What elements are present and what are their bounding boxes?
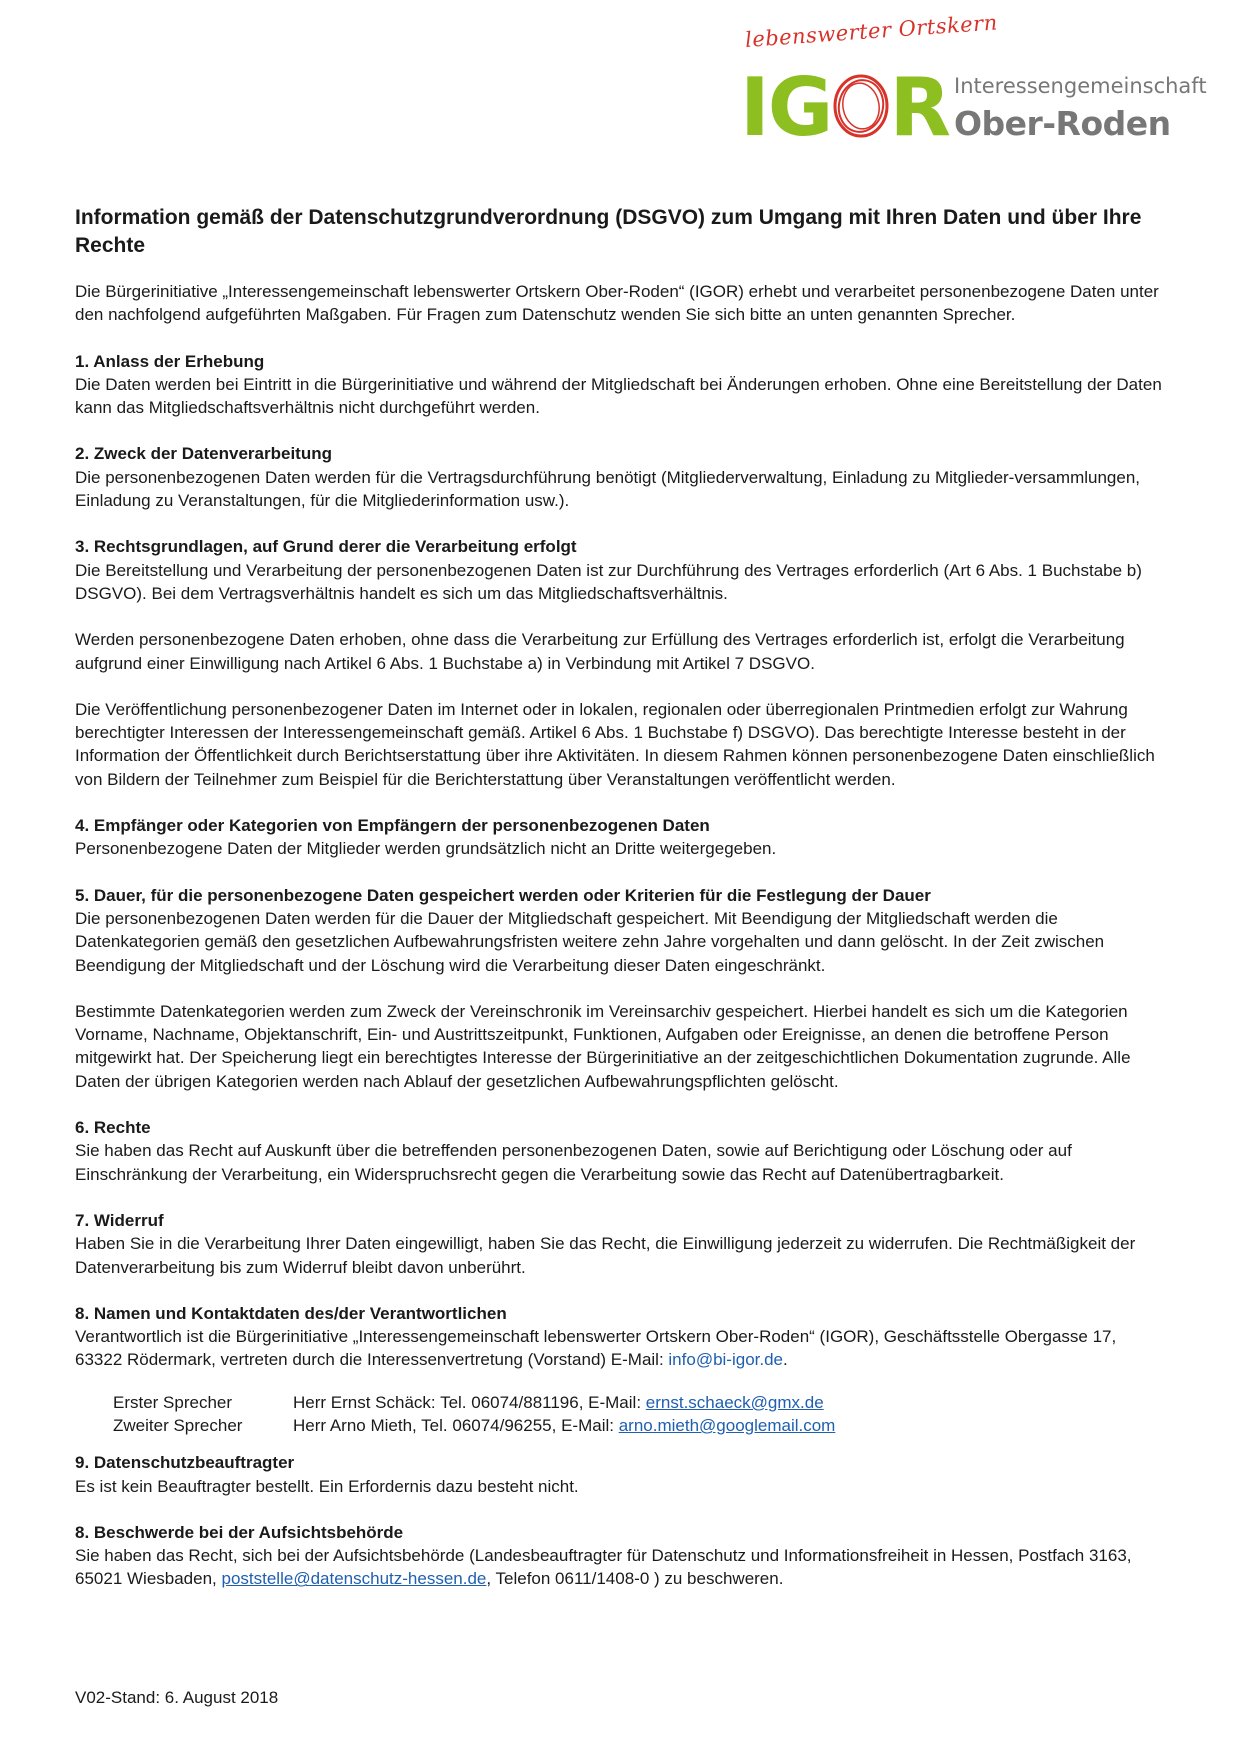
logo-wordmark: IG R <box>740 61 950 154</box>
section-1 <box>75 350 1165 420</box>
section-7-text: Haben Sie in die Verarbeitung Ihrer Daten eingewilligt, haben Sie das Recht, die Einwilligung jederzeit zu widerrufen. Die Rechtmäßigkeit der Datenverarbeitung bis zum Widerruf bleibt davon unberührt. <box>75 1234 1136 1277</box>
section-3-paragraph-3: Die Veröffentlichung personenbezogener Daten im Internet oder in lokalen, regionalen oder überregionalen Printmedien erfolgt zur Wahrung berechtigter Interessen der Interessengemeinschaft gemäß. Artikel 6 Abs. 1 Buchstabe f) DSGVO). Das berechtigte Interesse besteht in der Information der Öffentlichkeit durch Berichtserstattung über ihre Aktivitäten. In diesem Rahmen können personenbezogene Daten einschließlich von Bildern der Teilnehmer zum Beispiel für die Berichterstattung über Veranstaltungen veröffentlicht werden. <box>75 699 1155 789</box>
logo-o-swirl-icon <box>831 68 889 138</box>
document-title: Information gemäß der Datenschutzgrundverordnung (DSGVO) zum Umgang mit Ihren Daten und über Ihre Rechte <box>75 206 1142 257</box>
section-complaint-after: , Telefon 0611/1408-0 ) zu beschweren. <box>486 1569 784 1589</box>
section-complaint-text: Sie haben das Recht, sich bei der Aufsichtsbehörde (Landesbeauftragter für Datenschutz und Informationsfreiheit in Hessen, Postfach 3163, 65021 Wiesbaden, <box>75 1546 1132 1589</box>
logo-subtitle-2: Ober-Roden <box>954 104 1171 143</box>
section-7-heading: 7. Widerruf <box>75 1210 164 1230</box>
section-5 <box>75 884 1165 977</box>
contacts-list <box>113 1391 1165 1438</box>
section-complaint-heading: 8. Beschwerde bei der Aufsichtsbehörde <box>75 1522 404 1542</box>
section-3-paragraph-2: Werden personenbezogene Daten erhoben, ohne dass die Verarbeitung zur Erfüllung des Vertrages erforderlich ist, erfolgt die Verarbeitung aufgrund einer Einwilligung nach Artikel 6 Abs. 1 Buchstabe a) in Verbindung mit Artikel 7 DSGVO. <box>75 630 1125 673</box>
contact-role: Zweiter Sprecher <box>113 1415 243 1435</box>
igor-email-link[interactable]: info@bi-igor.de <box>668 1350 784 1370</box>
section-6-text: Sie haben das Recht auf Auskunft über die betreffenden personenbezogenen Daten, sowie auf Berichtigung oder Löschung oder auf Einschränkung der Verarbeitung, ein Widerspruchsrecht gegen die Verarbeitung sowie das Recht auf Datenübertragbarkeit. <box>75 1141 1072 1184</box>
section-5-text: Die personenbezogenen Daten werden für die Dauer der Mitgliedschaft gespeichert. Mit Beendigung der Mitgliedschaft werden die Datenkategorien gemäß den gesetzlichen Aufbewahrungsfristen weitere zehn Jahre vorgehalten und dann gelöscht. In der Zeit zwischen Beendigung der Mitgliedschaft und der Löschung wird die Verarbeitung dieser Daten eingeschränkt. <box>75 908 1105 975</box>
section-3 <box>75 535 1165 605</box>
section-8-after: . <box>783 1350 788 1370</box>
section-8-heading: 8. Namen und Kontaktdaten des/der Verantwortlichen <box>75 1303 507 1323</box>
logo-subtitle-1: Interessengemeinschaft <box>954 74 1207 98</box>
section-3-heading: 3. Rechtsgrundlagen, auf Grund derer die Verarbeitung erfolgt <box>75 537 577 557</box>
document-body <box>75 204 1165 1614</box>
section-6 <box>75 1116 1165 1186</box>
section-6-heading: 6. Rechte <box>75 1118 151 1138</box>
version-stamp: V02-Stand: 6. August 2018 <box>75 1688 279 1707</box>
section-2-heading: 2. Zweck der Datenverarbeitung <box>75 444 332 464</box>
section-4-text: Personenbezogene Daten der Mitglieder werden grundsätzlich nicht an Dritte weitergegeben. <box>75 839 777 859</box>
section-5-paragraph-2: Bestimmte Datenkategorien werden zum Zweck der Vereinschronik im Vereinsarchiv gespeichert. Hierbei handelt es sich um die Kategorien Vorname, Nachname, Objektanschrift, Ein- und Austrittszeitpunkt, Funktionen, Aufgaben oder Ereignisse, an denen die betroffene Person mitgewirkt hat. Der Speicherung liegt ein berechtigtes Interesse der Bürgerinitiative an der zeitgeschichtlichen Dokumentation zugrunde. Alle Daten der übrigen Kategorien werden nach Ablauf der gesetzlichen Aufbewahrungspflichten gelöscht. <box>75 1001 1131 1091</box>
contact-role: Erster Sprecher <box>113 1392 233 1412</box>
section-9-heading: 9. Datenschutzbeauftragter <box>75 1453 295 1473</box>
section-9-text: Es ist kein Beauftragter bestellt. Ein Erfordernis dazu besteht nicht. <box>75 1476 579 1496</box>
section-8 <box>75 1302 1165 1372</box>
section-complaint <box>75 1521 1165 1591</box>
contact-email-link[interactable]: ernst.schaeck@gmx.de <box>645 1392 824 1412</box>
logo-tagline: lebenswerter Ortskern <box>744 10 999 53</box>
contact-details: Herr Arno Mieth, Tel. 06074/96255, E-Mail: <box>293 1415 619 1435</box>
authority-email-link[interactable]: poststelle@datenschutz-hessen.de <box>221 1569 487 1589</box>
section-1-heading: 1. Anlass der Erhebung <box>75 351 265 371</box>
intro-paragraph: Die Bürgerinitiative „Interessengemeinschaft lebenswerter Ortskern Ober-Roden“ (IGOR) erhebt und verarbeitet personenbezogene Daten unter den nachfolgend aufgeführten Maßgaben. Für Fragen zum Datenschutz wenden Sie sich bitte an unten genannten Sprecher. <box>75 282 1159 325</box>
section-7 <box>75 1209 1165 1279</box>
section-4 <box>75 814 1165 861</box>
contact-row-first-speaker <box>113 1391 1165 1414</box>
section-4-heading: 4. Empfänger oder Kategorien von Empfängern der personenbezogenen Daten <box>75 816 710 836</box>
section-5-heading: 5. Dauer, für die personenbezogene Daten gespeichert werden oder Kriterien für die Festlegung der Dauer <box>75 885 931 905</box>
contact-row-second-speaker <box>113 1414 1165 1437</box>
contact-details: Herr Ernst Schäck: Tel. 06074/881196, E-Mail: <box>293 1392 646 1412</box>
igor-logo <box>740 10 1207 154</box>
contact-email-link[interactable]: arno.mieth@googlemail.com <box>618 1415 836 1435</box>
section-2-text: Die personenbezogenen Daten werden für die Vertragsdurchführung benötigt (Mitgliederverwaltung, Einladung zu Mitglieder-versammlungen, Einladung zu Veranstaltungen, für die Mitgliederinformation usw.). <box>75 467 1141 511</box>
section-2 <box>75 442 1165 512</box>
section-1-text: Die Daten werden bei Eintritt in die Bürgerinitiative und während der Mitgliedschaft bei Änderungen erhoben. Ohne eine Bereitstellung der Daten kann das Mitgliedschaftsverhältnis nicht durchgeführt werden. <box>75 374 1162 418</box>
section-8-text: Verantwortlich ist die Bürgerinitiative „Interessengemeinschaft lebenswerter Ortskern Ober-Roden“ (IGOR), Geschäftsstelle Obergasse 17, 63322 Rödermark, vertreten durch die Interessenvertretung (Vorstand) E-Mail: <box>75 1327 1117 1370</box>
section-9 <box>75 1451 1165 1498</box>
section-3-text: Die Bereitstellung und Verarbeitung der personenbezogenen Daten ist zur Durchführung des Vertrages erforderlich (Art 6 Abs. 1 Buchstabe b) DSGVO). Bei dem Vertragsverhältnis handelt es sich um das Mitgliedschaftsverhältnis. <box>75 560 1142 603</box>
